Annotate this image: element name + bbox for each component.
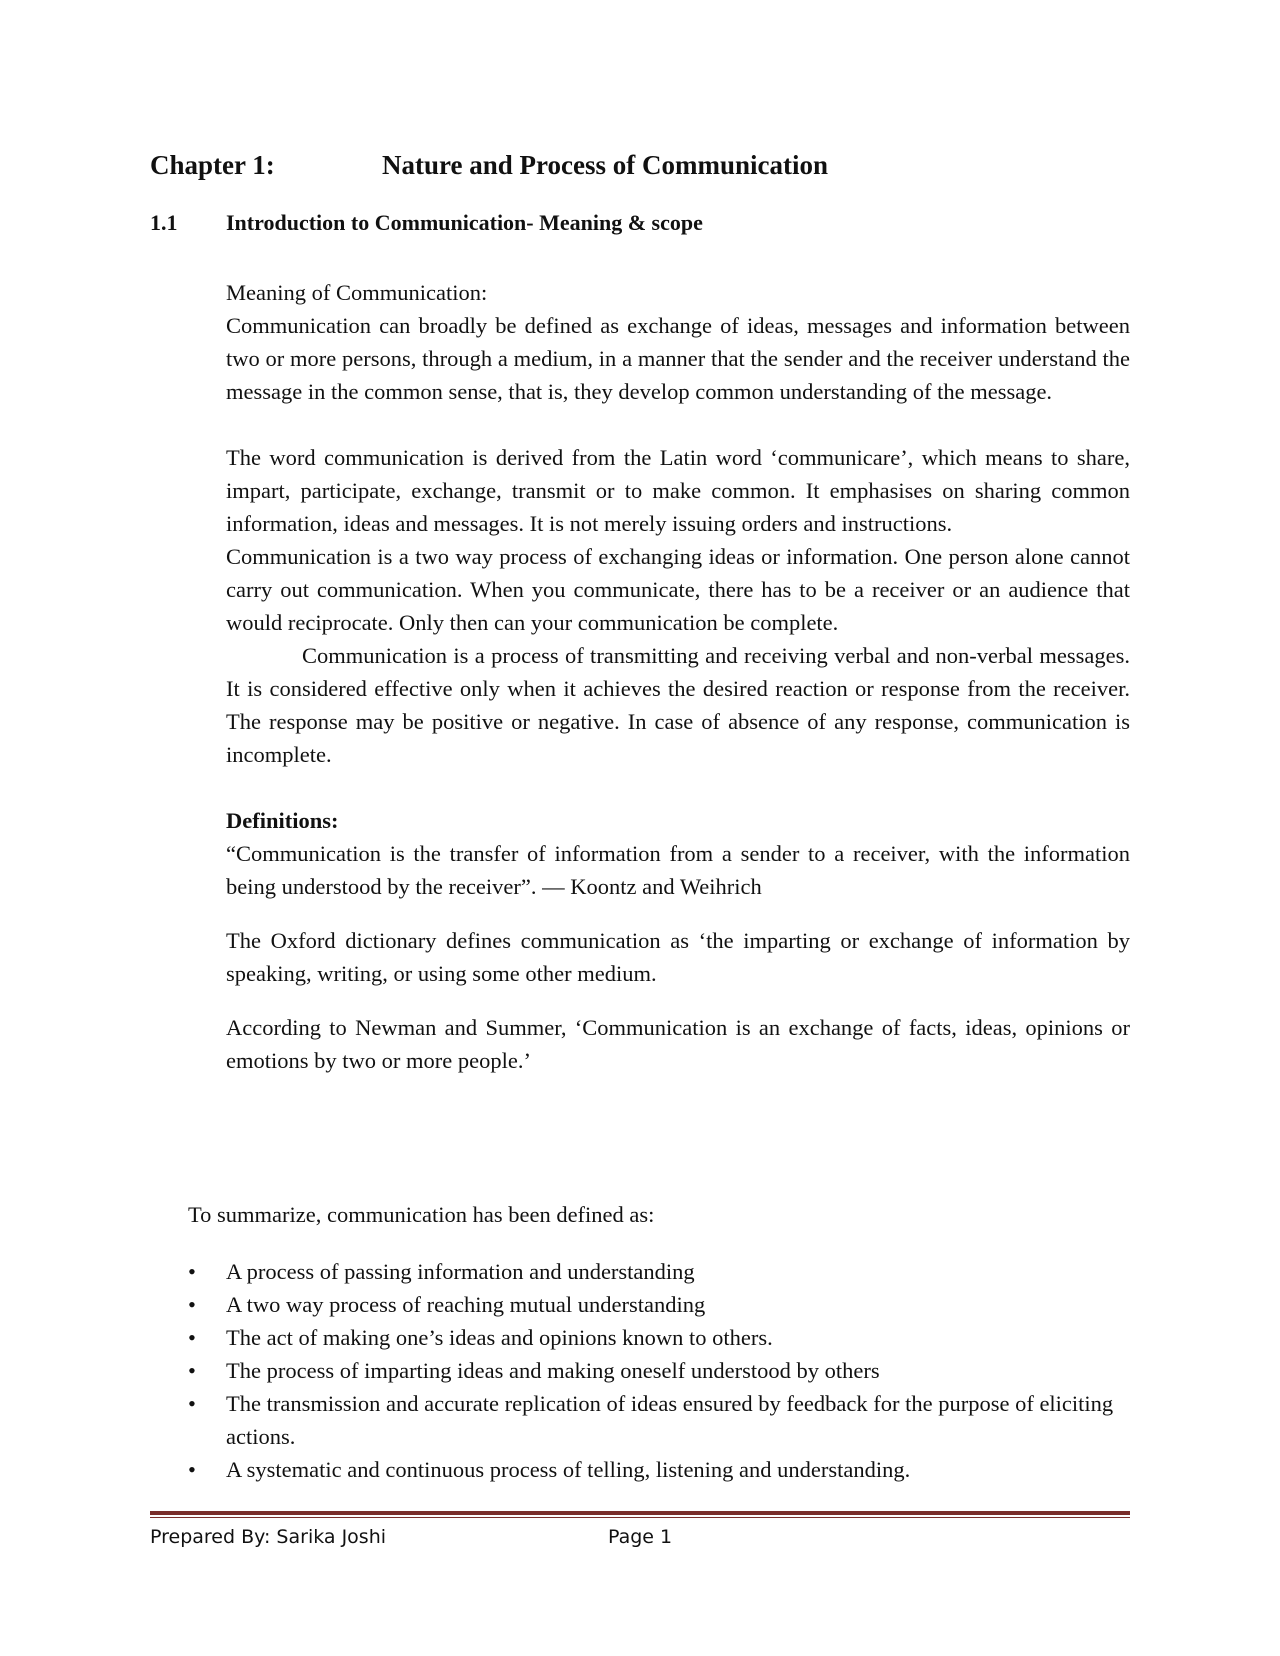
meaning-paragraph-3: Communication is a two way process of exchanging ideas or information. One person alone cannot carry out communication. When you communicate, there has to be a receiver or an audience that would reciprocate. Only then can your communication be complete. xyxy=(226,544,1130,635)
meaning-paragraph-4: Communication is a process of transmitting and receiving verbal and non-verbal messages. It is considered effective only when it achieves the desired reaction or response from the receiver. The response may be positive or negative. In case of absence of any response, communication is incomplete. xyxy=(226,643,1130,767)
chapter-name: Nature and Process of Communication xyxy=(382,150,828,180)
paragraph-gap xyxy=(226,903,1130,924)
section-title: Introduction to Communication- Meaning & scope xyxy=(226,210,703,235)
list-item-text: A process of passing information and understanding xyxy=(226,1259,695,1284)
list-item xyxy=(188,1354,1130,1387)
footer-rule-thin xyxy=(150,1517,1130,1518)
list-item-text: A two way process of reaching mutual understanding xyxy=(226,1292,706,1317)
list-item-text: The act of making one’s ideas and opinions known to others. xyxy=(226,1325,773,1350)
bullet-icon: • xyxy=(188,1292,196,1317)
definition-koontz: “Communication is the transfer of information from a sender to a receiver, with the information being understood by the receiver”. — Koontz and Weihrich xyxy=(226,841,1130,899)
list-item-text: A systematic and continuous process of telling, listening and understanding. xyxy=(226,1457,911,1482)
bullet-icon: • xyxy=(188,1457,196,1482)
definitions-heading: Definitions: xyxy=(226,808,339,833)
list-item-text: The transmission and accurate replication of ideas ensured by feedback for the purpose of eliciting actions. xyxy=(226,1391,1114,1449)
summary-intro: To summarize, communication has been defined as: xyxy=(188,1202,655,1227)
bullet-icon: • xyxy=(188,1358,196,1383)
paragraph-gap xyxy=(226,771,1130,804)
meaning-label: Meaning of Communication: xyxy=(226,280,488,305)
bullet-icon: • xyxy=(188,1259,196,1284)
list-item xyxy=(188,1255,1130,1288)
definition-newman: According to Newman and Summer, ‘Communication is an exchange of facts, ideas, opinions or emotions by two or more people.’ xyxy=(226,1015,1130,1073)
bullet-icon: • xyxy=(188,1391,196,1416)
bullet-icon: • xyxy=(188,1325,196,1350)
page-number: Page 1 xyxy=(608,1526,673,1548)
body-text xyxy=(226,276,1130,1077)
meaning-paragraph-1: Communication can broadly be defined as exchange of ideas, messages and information between two or more persons, through a medium, in a manner that the sender and the receiver understand the message in the common sense, that is, they develop common understanding of the message. xyxy=(226,313,1130,404)
definition-oxford: The Oxford dictionary defines communication as ‘the imparting or exchange of information by speaking, writing, or using some other medium. xyxy=(226,928,1130,986)
meaning-paragraph-2: The word communication is derived from the Latin word ‘communicare’, which means to share, impart, participate, exchange, transmit or to make common. It emphasises on sharing common information, ideas and messages. It is not merely issuing orders and instructions. xyxy=(226,445,1130,536)
chapter-title xyxy=(150,150,828,181)
list-item xyxy=(188,1453,1130,1486)
list-item xyxy=(188,1288,1130,1321)
chapter-number: Chapter 1: xyxy=(150,150,275,180)
summary-list xyxy=(188,1255,1130,1486)
footer-rule-thick xyxy=(150,1511,1130,1515)
list-item xyxy=(188,1387,1130,1453)
list-item xyxy=(188,1321,1130,1354)
paragraph-gap xyxy=(226,408,1130,441)
section-number: 1.1 xyxy=(150,210,178,235)
paragraph-gap xyxy=(226,990,1130,1011)
list-item-text: The process of imparting ideas and making oneself understood by others xyxy=(226,1358,880,1383)
section-heading xyxy=(150,210,703,236)
prepared-by: Prepared By: Sarika Joshi xyxy=(150,1526,387,1548)
page-footer xyxy=(150,1526,1130,1548)
